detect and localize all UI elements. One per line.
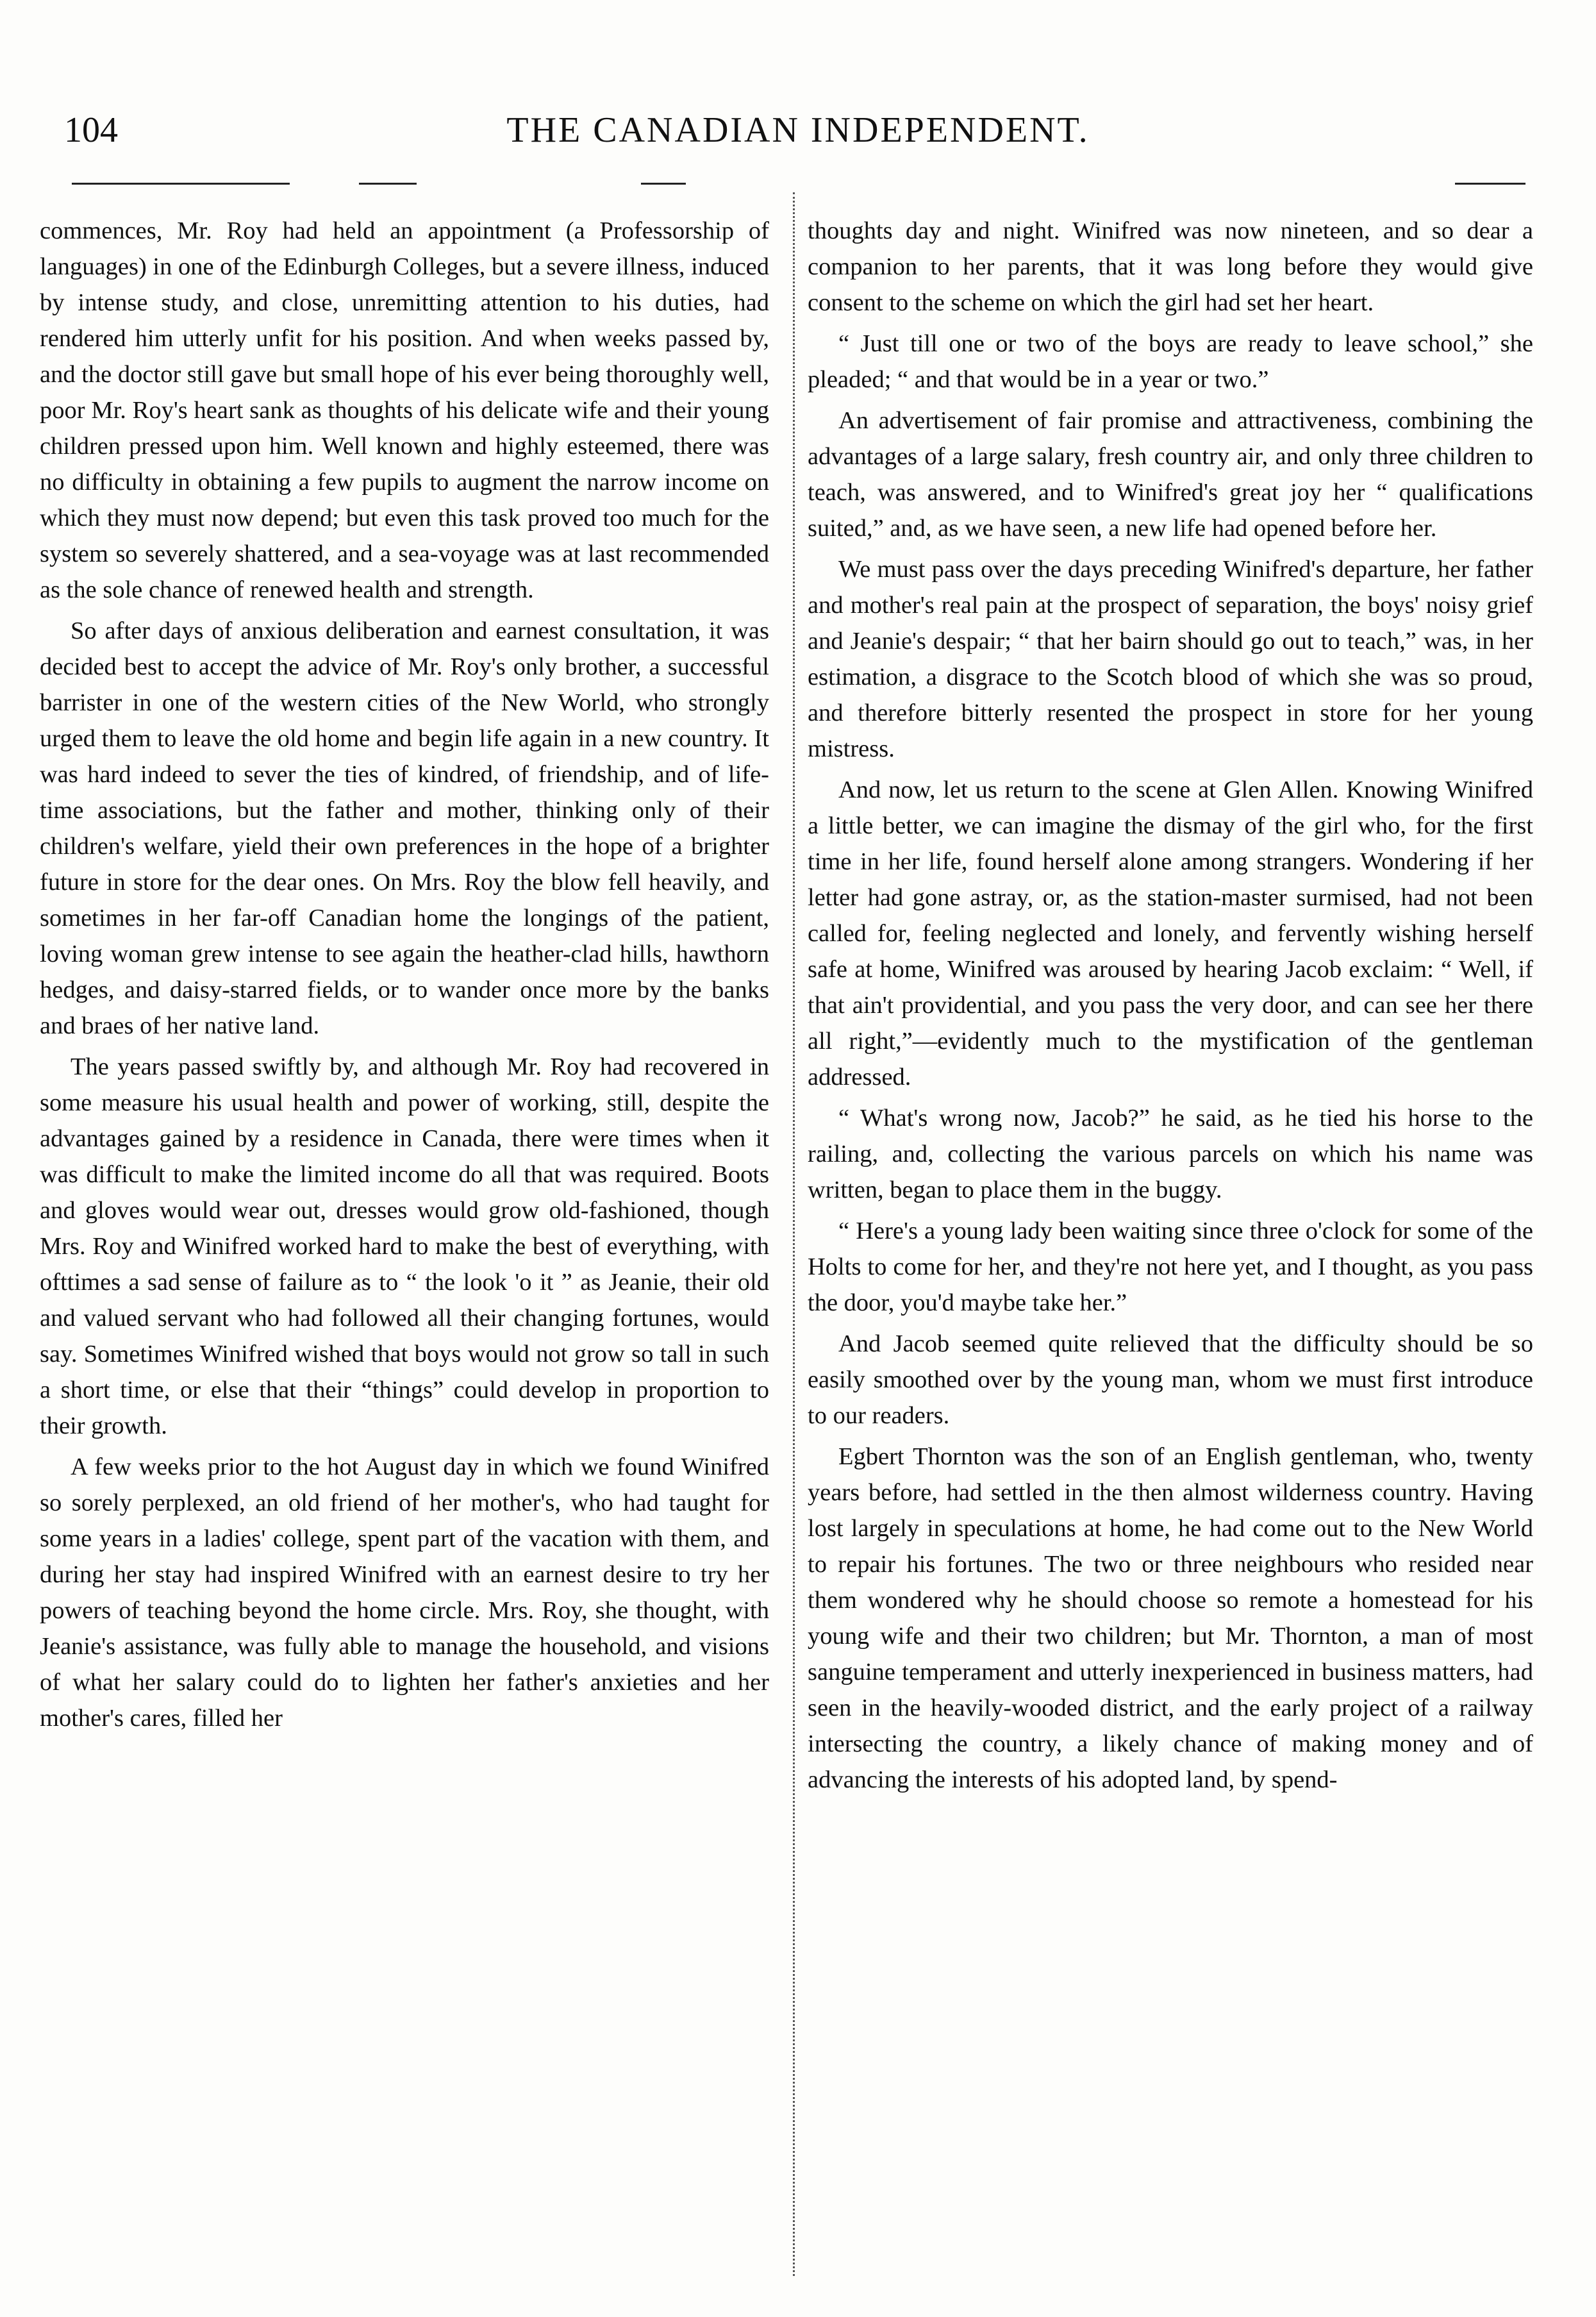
header-rule-segment [359,183,417,185]
column-divider [793,192,795,2276]
paragraph: We must pass over the days preceding Winifred's departure, her father and mother's real pain at the prospect of separation, the boys' noisy grief and Jeanie's despair; “ that her bairn should go out to teach,” was, in her estimation, a disgrace to the Scotch blood of which she was so proud, and therefore bitterly resented the prospect in store for her young mistress. [808,556,1533,762]
left-column [40,213,769,2290]
paragraph: So after days of anxious deliberation and earnest consultation, it was decided best to accept the advice of Mr. Roy's only brother, a successful barrister in one of the western cities of the New World, who strongly urged them to leave the old home and begin life again in a new country. It was hard indeed to sever the ties of kindred, of friendship, and of life-time associations, but the father and mother, thinking only of their children's welfare, yield their own preferences in the hope of a brighter future in store for the dear ones. On Mrs. Roy the blow fell heavily, and sometimes in her far-off Canadian home the longings of the patient, loving woman grew intense to see again the heather-clad hills, hawthorn hedges, and daisy-starred fields, or to wander once more by the banks and braes of her native land. [40,617,769,1039]
page-header [38,108,1558,153]
paragraph: And Jacob seemed quite relieved that the difficulty should be so easily smoothed over by the young man, whom we must first introduce to our readers. [808,1330,1533,1429]
header-rule-segment [641,183,686,185]
running-title: THE CANADIAN INDEPENDENT. [506,110,1090,150]
right-column [808,213,1533,2290]
header-rule-left [72,183,290,185]
paragraph: commences, Mr. Roy had held an appointment (a Professorship of languages) in one of the Edinburgh Colleges, but a severe illness, induced by intense study, and close, unremitting attention to his duties, had rendered him utterly unfit for his position. And when weeks passed by, and the doctor still gave but small hope of his ever being thoroughly well, poor Mr. Roy's heart sank as thoughts of his delicate wife and their young children pressed upon him. Well known and highly esteemed, there was no difficulty in obtaining a few pupils to augment the narrow income on which they must now depend; but even this task proved too much for the system so severely shattered, and a sea-voyage was at last recommended as the sole chance of renewed health and strength. [40,217,769,603]
paragraph: “ Here's a young lady been waiting since three o'clock for some of the Holts to come for her, and they're not here yet, and I thought, as you pass the door, you'd maybe take her.” [808,1217,1533,1316]
paragraph: Egbert Thornton was the son of an English gentleman, who, twenty years before, had settled in the then almost wilderness country. Having lost largely in speculations at home, he had come out to the New World to repair his fortunes. The two or three neighbours who resided near them wondered why he should choose so remote a homestead for his young wife and their two children; but Mr. Thornton, a man of most sanguine temperament and utterly inexperienced in business matters, had seen in the heavily-wooded district, and the early project of a railway intersecting the country, a likely chance of making money and of advancing the interests of his adopted land, by spend- [808,1443,1533,1793]
paragraph: thoughts day and night. Winifred was now nineteen, and so dear a companion to her parents, that it was long before they would give consent to the scheme on which the girl had set her heart. [808,217,1533,316]
paragraph: An advertisement of fair promise and attractiveness, combining the advantages of a large salary, fresh country air, and only three children to teach, was answered, and to Winifred's great joy her “ qualifications suited,” and, as we have seen, a new life had opened before her. [808,407,1533,542]
paragraph: A few weeks prior to the hot August day in which we found Winifred so sorely perplexed, an old friend of her mother's, who had taught for some years in a ladies' college, spent part of the vacation with them, and during her stay had inspired Winifred with an earnest desire to try her powers of teaching beyond the home circle. Mrs. Roy, she thought, with Jeanie's assistance, was fully able to manage the household, and visions of what her salary could do to lighten her father's anxieties and her mother's cares, filled her [40,1453,769,1732]
paragraph: And now, let us return to the scene at Glen Allen. Knowing Winifred a little better, we can imagine the dismay of the girl who, for the first time in her life, found herself alone among strangers. Wondering if her letter had gone astray, or, as the station-master surmised, had not been called for, feeling neglected and lonely, and fervently wishing herself safe at home, Winifred was aroused by hearing Jacob exclaim: “ Well, if that ain't providential, and you pass the very door, and can see her there all right,”—evidently much to the mystification of the gentleman addressed. [808,776,1533,1091]
paragraph: “ What's wrong now, Jacob?” he said, as he tied his horse to the railing, and, collecting the various parcels on which his name was written, began to place them in the buggy. [808,1105,1533,1203]
page-number: 104 [64,110,118,150]
paragraph: The years passed swiftly by, and although Mr. Roy had recovered in some measure his usual health and power of working, still, despite the advantages gained by a residence in Canada, there were times when it was difficult to make the limited income do all that was required. Boots and gloves would wear out, dresses would grow old-fashioned, though Mrs. Roy and Winifred worked hard to make the best of everything, with ofttimes a sad sense of failure as to “ the look 'o it ” as Jeanie, their old and valued servant who had followed all their changing fortunes, would say. Sometimes Winifred wished that boys would not grow so tall in such a short time, or else that their “things” could develop in proportion to their growth. [40,1053,769,1439]
header-rule-right [1455,183,1525,185]
paragraph: “ Just till one or two of the boys are ready to leave school,” she pleaded; “ and that would be in a year or two.” [808,330,1533,393]
